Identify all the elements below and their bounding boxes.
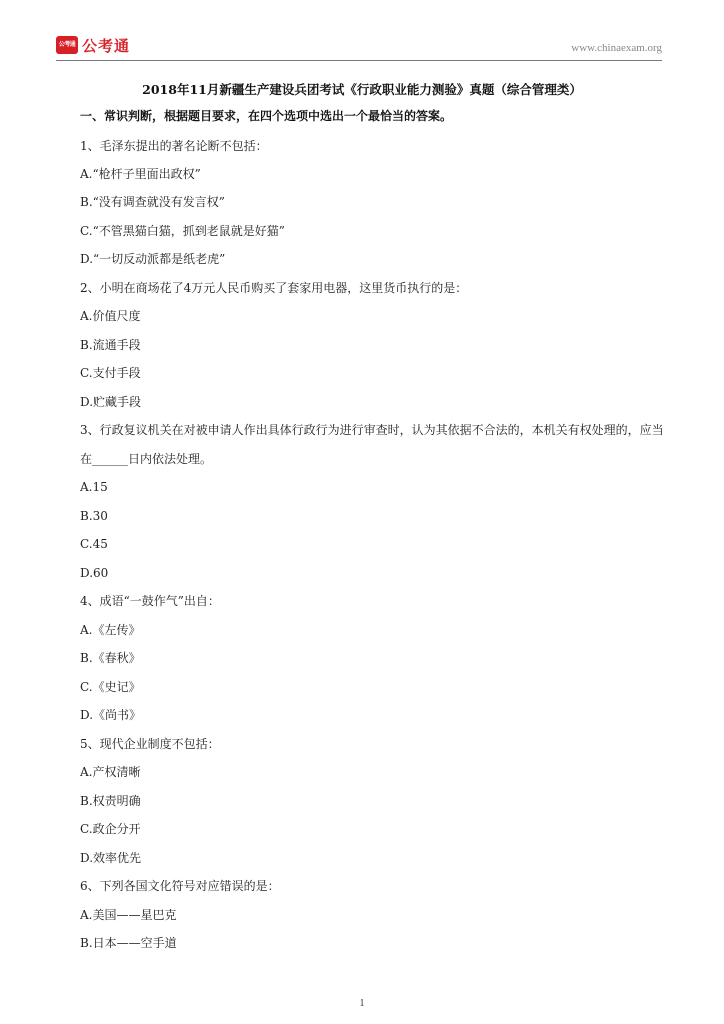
question-stem: 4、成语“一鼓作气”出自： (80, 594, 220, 608)
option-a: A.15 (80, 480, 108, 494)
option-d: D.《尚书》 (80, 708, 142, 722)
page-number: 1 (359, 998, 365, 1009)
option-a: A.产权清晰 (80, 765, 141, 779)
option-d: D.60 (80, 566, 109, 580)
option-c: C.《史记》 (80, 680, 141, 694)
question-stem: 6、下列各国文化符号对应错误的是： (80, 879, 280, 893)
option-d: D.效率优先 (80, 851, 142, 865)
option-c: C.“不管黑猫白猫，抓到老鼠就是好猫” (80, 224, 285, 238)
site-url: www.chinaexam.org (571, 42, 662, 54)
question-stem: 2、小明在商场花了4万元人民币购买了套家用电器，这里货币执行的是： (80, 281, 468, 295)
question-stem: 1、毛泽东提出的著名论断不包括： (80, 139, 268, 153)
option-b: B.30 (80, 509, 108, 523)
option-d: D.贮藏手段 (80, 395, 142, 409)
option-b: B.《春秋》 (80, 651, 141, 665)
option-a: A.美国——星巴克 (80, 908, 177, 922)
question-stem: 5、现代企业制度不包括： (80, 737, 220, 751)
option-c: C.45 (80, 537, 108, 551)
logo-badge: 公考通 (56, 36, 78, 54)
option-b: B.流通手段 (80, 338, 141, 352)
option-b: B.日本——空手道 (80, 936, 177, 950)
document-title: 2018年11月新疆生产建设兵团考试《行政职业能力测验》真题（综合管理类） (142, 82, 582, 97)
option-d: D.“一切反动派都是纸老虎” (80, 252, 226, 266)
option-b: B.权责明确 (80, 794, 141, 808)
option-c: C.支付手段 (80, 366, 141, 380)
section-heading: 一、常识判断，根据题目要求，在四个选项中选出一个最恰当的答案。 (80, 109, 453, 123)
option-c: C.政企分开 (80, 822, 141, 836)
option-a: A.价值尺度 (80, 309, 141, 323)
question-stem: 3、行政复议机关在对被申请人作出具体行政行为进行审查时，认为其依据不合法的，本机关有权处理的，应当在______日内依法处理。 (80, 423, 664, 466)
option-a: A.“枪杆子里面出政权” (80, 167, 201, 181)
option-b: B.“没有调查就没有发言权” (80, 195, 225, 209)
logo-text: 公考通 (82, 36, 131, 55)
option-a: A.《左传》 (80, 623, 141, 637)
